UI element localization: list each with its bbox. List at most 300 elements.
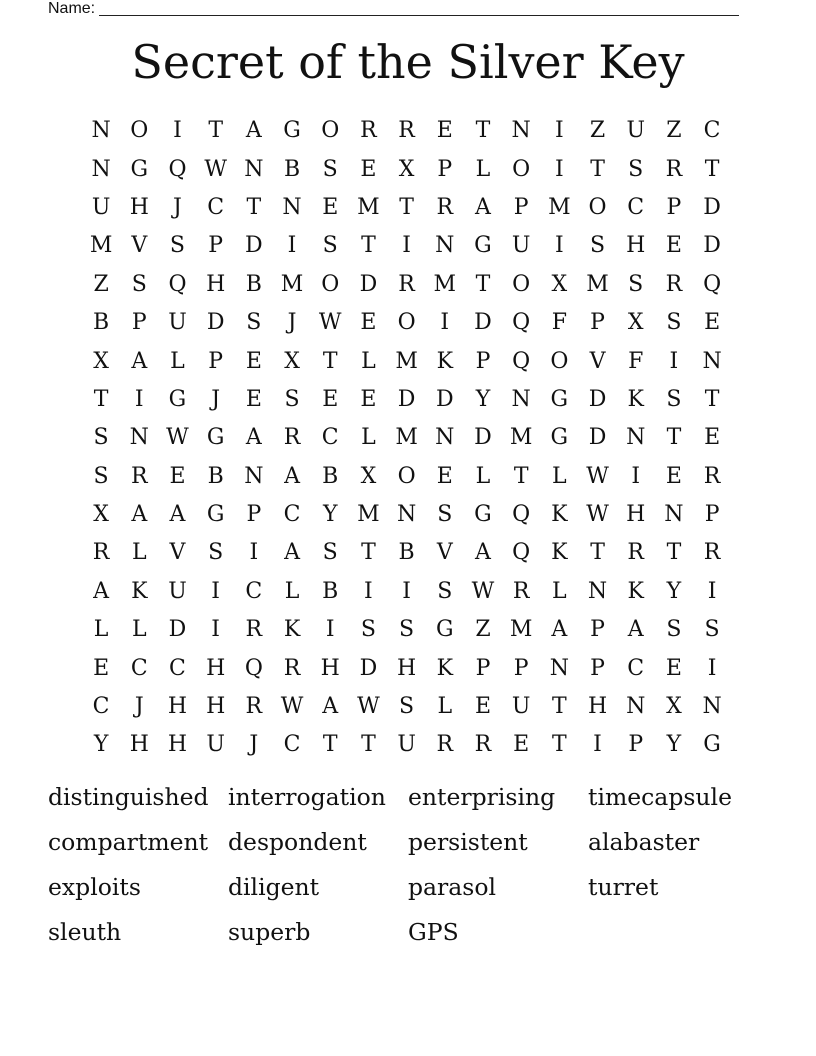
grid-cell[interactable]: S [93, 425, 109, 451]
grid-cell[interactable]: A [131, 348, 148, 374]
grid-cell[interactable]: L [93, 617, 109, 643]
grid-cell[interactable]: P [590, 617, 605, 643]
grid-cell[interactable]: E [665, 463, 682, 489]
grid-cell[interactable]: T [208, 118, 223, 144]
grid-cell[interactable]: P [475, 655, 491, 681]
grid-cell[interactable]: L [361, 425, 376, 451]
grid-cell[interactable]: S [437, 578, 453, 604]
grid-cell[interactable]: N [244, 463, 264, 489]
grid-cell[interactable]: E [360, 310, 377, 336]
grid-cell[interactable]: U [168, 578, 187, 604]
grid-cell[interactable]: D [474, 425, 492, 451]
grid-cell[interactable]: R [283, 655, 301, 681]
grid-cell[interactable]: P [590, 310, 605, 336]
grid-cell[interactable]: E [322, 386, 339, 412]
grid-cell[interactable]: S [666, 386, 682, 412]
grid-cell[interactable]: Z [93, 271, 109, 297]
grid-cell[interactable]: I [707, 578, 717, 604]
grid-cell[interactable]: E [245, 348, 262, 374]
grid-cell[interactable]: N [396, 502, 417, 528]
grid-cell[interactable]: I [440, 310, 450, 336]
grid-cell[interactable]: R [398, 271, 415, 297]
grid-cell[interactable]: S [322, 156, 338, 182]
grid-cell[interactable]: H [167, 694, 188, 720]
grid-cell[interactable]: I [402, 578, 411, 604]
grid-cell[interactable]: L [284, 578, 300, 604]
grid-cell[interactable]: T [590, 540, 605, 566]
grid-cell[interactable]: P [208, 233, 224, 259]
grid-cell[interactable]: D [168, 617, 187, 643]
grid-cell[interactable]: R [398, 118, 415, 144]
grid-cell[interactable]: E [513, 732, 530, 758]
grid-cell[interactable]: H [129, 194, 149, 220]
grid-cell[interactable]: G [435, 617, 454, 643]
grid-cell[interactable]: V [436, 540, 453, 566]
grid-cell[interactable]: S [666, 617, 682, 643]
grid-cell[interactable]: S [628, 271, 644, 297]
grid-cell[interactable]: P [704, 502, 720, 528]
grid-cell[interactable]: Y [93, 732, 109, 758]
grid-cell[interactable]: R [703, 540, 721, 566]
grid-cell[interactable]: C [283, 732, 301, 758]
grid-cell[interactable]: U [511, 694, 531, 720]
grid-cell[interactable]: T [704, 156, 720, 182]
grid-cell[interactable]: G [474, 233, 492, 259]
grid-cell[interactable]: W [204, 156, 227, 182]
grid-cell[interactable]: M [89, 233, 113, 259]
grid-cell[interactable]: N [587, 578, 608, 604]
grid-cell[interactable]: A [169, 502, 186, 528]
name-field[interactable] [48, 0, 748, 20]
grid-cell[interactable]: Z [666, 118, 682, 144]
grid-cell[interactable]: E [474, 694, 491, 720]
grid-cell[interactable]: A [245, 118, 262, 144]
grid-cell[interactable]: P [666, 194, 682, 220]
grid-cell[interactable]: F [628, 348, 644, 374]
grid-cell[interactable]: W [471, 578, 495, 604]
grid-cell[interactable]: D [588, 386, 607, 412]
grid-cell[interactable]: R [245, 694, 263, 720]
grid-cell[interactable]: E [704, 425, 721, 451]
grid-cell[interactable]: E [704, 310, 721, 336]
grid-row [82, 496, 731, 534]
grid-cell[interactable]: B [322, 578, 339, 604]
grid-cell[interactable]: X [284, 348, 300, 374]
grid-cell[interactable]: T [322, 348, 338, 374]
grid-cell[interactable]: Z [475, 617, 491, 643]
grid-cell[interactable]: I [364, 578, 373, 604]
grid-cell[interactable]: R [474, 732, 492, 758]
grid-cell[interactable]: M [509, 425, 533, 451]
grid-cell[interactable]: T [361, 732, 376, 758]
grid-cell[interactable]: I [325, 617, 335, 643]
grid-cell[interactable]: K [551, 540, 568, 566]
grid-cell[interactable]: O [321, 118, 340, 144]
grid-cell[interactable]: A [245, 425, 262, 451]
grid-cell[interactable]: R [436, 194, 454, 220]
grid-cell[interactable]: X [360, 463, 377, 489]
grid-cell[interactable]: E [360, 386, 377, 412]
grid-cell[interactable]: R [436, 732, 454, 758]
grid-cell[interactable]: N [626, 425, 646, 451]
grid-cell[interactable]: P [513, 655, 529, 681]
grid-cell[interactable]: U [397, 732, 416, 758]
grid-cell[interactable]: T [513, 463, 529, 489]
grid-cell[interactable]: Y [322, 502, 338, 528]
word-bank-item: turret [588, 873, 659, 901]
grid-cell[interactable]: K [627, 386, 644, 412]
grid-cell[interactable]: X [93, 348, 109, 374]
grid-cell[interactable]: H [206, 655, 226, 681]
grid-cell[interactable]: N [664, 502, 684, 528]
grid-cell[interactable]: P [475, 348, 491, 374]
grid-cell[interactable]: L [475, 156, 491, 182]
grid-cell[interactable]: L [437, 694, 453, 720]
grid-cell[interactable]: Z [589, 118, 606, 144]
grid-cell[interactable]: Q [512, 540, 531, 566]
grid-cell[interactable]: Q [512, 348, 531, 374]
grid-cell[interactable]: D [588, 425, 607, 451]
grid-cell[interactable]: B [207, 463, 224, 489]
grid-cell[interactable]: M [357, 194, 380, 220]
grid-cell[interactable]: N [91, 156, 111, 182]
grid-cell[interactable]: D [435, 386, 454, 412]
grid-cell[interactable]: Y [666, 732, 682, 758]
grid-cell[interactable]: P [590, 655, 605, 681]
grid-cell[interactable]: A [551, 617, 568, 643]
grid-cell[interactable]: U [626, 118, 645, 144]
grid-cell[interactable]: Q [703, 271, 722, 297]
grid-cell[interactable]: T [552, 732, 567, 758]
grid-cell[interactable]: R [627, 540, 644, 566]
grid-cell[interactable]: C [245, 578, 263, 604]
grid-cell[interactable]: J [173, 194, 182, 220]
page-title: Secret of the Silver Key [131, 35, 685, 89]
grid-cell[interactable]: T [704, 386, 720, 412]
word-bank [48, 775, 768, 955]
grid-cell[interactable]: S [169, 233, 185, 259]
grid-cell[interactable]: S [399, 617, 415, 643]
name-underline[interactable] [99, 0, 739, 16]
word-bank-item: sleuth [48, 918, 122, 946]
grid-cell[interactable]: H [626, 502, 646, 528]
grid-cell[interactable]: N [702, 348, 722, 374]
grid-cell[interactable]: E [93, 655, 110, 681]
grid-cell[interactable]: W [357, 694, 380, 720]
grid-cell[interactable]: S [437, 502, 453, 528]
grid-cell[interactable]: M [433, 271, 457, 297]
grid-cell[interactable]: N [282, 194, 302, 220]
grid-cell[interactable]: B [322, 463, 339, 489]
grid-cell[interactable]: R [665, 271, 683, 297]
grid-cell[interactable]: N [549, 655, 569, 681]
grid-cell[interactable]: L [475, 463, 491, 489]
grid-cell[interactable]: R [92, 540, 110, 566]
grid-cell[interactable]: E [665, 655, 682, 681]
grid-cell[interactable]: N [511, 386, 531, 412]
grid-cell[interactable]: B [93, 310, 110, 336]
grid-cell[interactable]: N [91, 118, 111, 144]
grid-cell[interactable]: B [398, 540, 415, 566]
grid-cell[interactable]: S [322, 233, 338, 259]
grid-cell[interactable]: H [206, 271, 226, 297]
grid-cell[interactable]: S [93, 463, 109, 489]
grid-cell[interactable]: L [552, 463, 567, 489]
grid-cell[interactable]: P [131, 310, 147, 336]
grid-cell[interactable]: T [93, 386, 109, 412]
grid-cell[interactable]: J [287, 310, 297, 336]
grid-cell[interactable]: I [134, 386, 144, 412]
grid-cell[interactable]: W [586, 502, 609, 528]
grid-cell[interactable]: G [206, 425, 225, 451]
grid-cell[interactable]: A [627, 617, 644, 643]
grid-cell[interactable]: T [361, 540, 376, 566]
grid-cell[interactable]: T [475, 118, 491, 144]
grid-cell[interactable]: G [283, 118, 301, 144]
grid-cell[interactable]: T [322, 732, 338, 758]
grid-cell[interactable]: I [287, 233, 297, 259]
grid-cell[interactable]: G [550, 386, 569, 412]
grid-cell[interactable]: E [360, 156, 377, 182]
grid-cell[interactable]: C [92, 694, 110, 720]
grid-cell[interactable]: C [207, 194, 225, 220]
grid-cell[interactable]: I [211, 578, 220, 604]
grid-cell[interactable]: L [361, 348, 376, 374]
grid-cell[interactable]: Y [475, 386, 491, 412]
grid-cell[interactable]: O [588, 194, 607, 220]
grid-cell[interactable]: E [665, 233, 682, 259]
grid-cell[interactable]: X [666, 694, 682, 720]
grid-cell[interactable]: G [474, 502, 492, 528]
grid-cell[interactable]: P [208, 348, 224, 374]
grid-cell[interactable]: S [131, 271, 147, 297]
grid-cell[interactable]: T [666, 425, 682, 451]
grid-cell[interactable]: B [283, 156, 301, 182]
grid-cell[interactable]: H [206, 694, 226, 720]
grid-cell[interactable]: G [703, 732, 721, 758]
grid-cell[interactable]: I [249, 540, 259, 566]
grid-cell[interactable]: A [131, 502, 148, 528]
grid-cell[interactable]: C [169, 655, 186, 681]
grid-cell[interactable]: X [627, 310, 644, 336]
grid-cell[interactable]: H [320, 655, 340, 681]
grid-cell[interactable]: Q [512, 502, 531, 528]
grid-cell[interactable]: W [586, 463, 609, 489]
grid-cell[interactable]: D [703, 233, 721, 259]
grid-cell[interactable]: R [245, 617, 263, 643]
grid-cell[interactable]: K [283, 617, 301, 643]
grid-cell[interactable]: J [211, 386, 221, 412]
grid-cell[interactable]: N [702, 694, 722, 720]
grid-cell[interactable]: D [359, 271, 378, 297]
grid-cell[interactable]: S [360, 617, 376, 643]
grid-cell[interactable]: P [246, 502, 262, 528]
grid-cell[interactable]: N [244, 156, 264, 182]
grid-cell[interactable]: U [91, 194, 111, 220]
grid-cell[interactable]: D [206, 310, 225, 336]
grid-cell[interactable]: R [130, 463, 148, 489]
grid-cell[interactable]: L [131, 540, 147, 566]
grid-cell[interactable]: N [511, 118, 531, 144]
grid-cell[interactable]: O [550, 348, 569, 374]
grid-cell[interactable]: S [322, 540, 338, 566]
grid-cell[interactable]: G [168, 386, 187, 412]
grid-cell[interactable]: P [513, 194, 529, 220]
grid-cell[interactable]: I [554, 156, 564, 182]
grid-cell[interactable]: I [669, 348, 679, 374]
grid-cell[interactable]: C [321, 425, 339, 451]
grid-cell[interactable]: I [707, 655, 717, 681]
grid-cell[interactable]: R [665, 156, 683, 182]
grid-cell[interactable]: H [587, 694, 608, 720]
grid-cell[interactable]: C [627, 655, 645, 681]
grid-cell[interactable]: O [397, 463, 416, 489]
grid-cell[interactable]: P [628, 732, 644, 758]
grid-cell[interactable]: N [626, 694, 646, 720]
grid-cell[interactable]: Q [168, 156, 187, 182]
grid-cell[interactable]: J [249, 732, 259, 758]
grid-cell[interactable]: N [435, 233, 455, 259]
grid-cell[interactable]: M [395, 348, 418, 374]
grid-cell[interactable]: I [402, 233, 411, 259]
grid-cell[interactable]: C [283, 502, 301, 528]
grid-cell[interactable]: X [93, 502, 109, 528]
grid-cell[interactable]: I [554, 118, 564, 144]
word-bank-item: timecapsule [588, 783, 732, 811]
word-bank-item: despondent [228, 828, 367, 856]
grid-cell[interactable]: M [586, 271, 609, 297]
grid-cell[interactable]: S [284, 386, 300, 412]
grid-cell[interactable]: D [703, 194, 721, 220]
grid-cell[interactable]: S [666, 310, 682, 336]
grid-cell[interactable]: I [173, 118, 182, 144]
grid-cell[interactable]: D [245, 233, 263, 259]
grid-cell[interactable]: T [361, 233, 376, 259]
grid-cell[interactable]: F [551, 310, 567, 336]
grid-cell[interactable]: H [167, 732, 188, 758]
grid-cell[interactable]: M [280, 271, 304, 297]
grid-cell[interactable]: T [552, 694, 567, 720]
grid-cell[interactable]: U [168, 310, 187, 336]
grid-cell[interactable]: R [360, 118, 377, 144]
grid-cell[interactable]: S [628, 156, 644, 182]
grid-cell[interactable]: E [436, 463, 453, 489]
grid-cell[interactable]: B [245, 271, 262, 297]
grid-cell[interactable]: M [509, 617, 533, 643]
grid-cell[interactable]: D [474, 310, 492, 336]
grid-cell[interactable]: A [322, 694, 339, 720]
grid-cell[interactable]: S [399, 694, 415, 720]
grid-cell[interactable]: S [704, 617, 720, 643]
grid-cell[interactable]: W [166, 425, 189, 451]
grid-cell[interactable]: A [284, 463, 300, 489]
grid-row [82, 304, 731, 342]
grid-cell[interactable]: O [130, 118, 149, 144]
grid-cell[interactable]: K [627, 578, 644, 604]
grid-cell[interactable]: Q [168, 271, 187, 297]
grid-cell[interactable]: V [131, 233, 148, 259]
grid-row [82, 150, 731, 188]
grid-cell[interactable]: M [395, 425, 418, 451]
grid-cell[interactable]: S [246, 310, 262, 336]
grid-cell[interactable]: Y [666, 578, 682, 604]
grid-cell[interactable]: K [436, 348, 453, 374]
grid-cell[interactable]: T [666, 540, 682, 566]
grid-cell[interactable]: O [512, 156, 531, 182]
grid-cell[interactable]: S [589, 233, 606, 259]
grid-cell[interactable]: V [589, 348, 606, 374]
grid-cell[interactable]: O [321, 271, 340, 297]
grid-cell[interactable]: L [131, 617, 147, 643]
grid-cell[interactable]: I [631, 463, 641, 489]
grid-cell[interactable]: E [245, 386, 262, 412]
grid-cell[interactable]: E [322, 194, 339, 220]
grid-cell[interactable]: R [283, 425, 301, 451]
grid-cell[interactable]: K [131, 578, 148, 604]
grid-cell[interactable]: L [170, 348, 185, 374]
grid-cell[interactable]: T [399, 194, 414, 220]
grid-cell[interactable]: Q [512, 310, 531, 336]
grid-cell[interactable]: E [436, 118, 453, 144]
grid-cell[interactable]: W [318, 310, 342, 336]
grid-cell[interactable]: G [550, 425, 569, 451]
grid-cell[interactable]: C [130, 655, 148, 681]
grid-cell[interactable]: G [130, 156, 149, 182]
grid-cell[interactable]: X [551, 271, 568, 297]
grid-cell[interactable]: V [169, 540, 186, 566]
grid-cell[interactable]: O [397, 310, 416, 336]
grid-cell[interactable]: H [626, 233, 646, 259]
grid-cell[interactable]: R [512, 578, 530, 604]
grid-cell[interactable]: A [93, 578, 110, 604]
grid-cell[interactable]: G [206, 502, 225, 528]
grid-cell[interactable]: A [475, 194, 491, 220]
grid-cell[interactable]: L [552, 578, 567, 604]
grid-cell[interactable]: X [398, 156, 415, 182]
grid-cell[interactable]: R [703, 463, 721, 489]
grid-cell[interactable]: U [511, 233, 531, 259]
grid-cell[interactable]: I [593, 732, 602, 758]
grid-cell[interactable]: D [397, 386, 416, 412]
grid-cell[interactable]: T [246, 194, 262, 220]
grid-cell[interactable]: N [129, 425, 149, 451]
grid-cell[interactable]: U [206, 732, 225, 758]
grid-cell[interactable]: N [435, 425, 455, 451]
grid-cell[interactable]: P [437, 156, 453, 182]
grid-cell[interactable]: S [208, 540, 224, 566]
grid-cell[interactable]: H [129, 732, 149, 758]
grid-cell[interactable]: Q [244, 655, 263, 681]
grid-cell[interactable]: H [397, 655, 417, 681]
grid-cell[interactable]: T [475, 271, 491, 297]
grid-cell[interactable]: E [169, 463, 186, 489]
grid-cell[interactable]: O [512, 271, 531, 297]
grid-cell[interactable]: C [627, 194, 645, 220]
grid-cell[interactable]: K [551, 502, 568, 528]
grid-cell[interactable]: K [436, 655, 453, 681]
grid-cell[interactable]: A [475, 540, 491, 566]
grid-cell[interactable]: T [590, 156, 605, 182]
grid-cell[interactable]: W [280, 694, 304, 720]
grid-cell[interactable]: A [284, 540, 300, 566]
grid-cell[interactable]: M [357, 502, 380, 528]
grid-cell[interactable]: C [703, 118, 721, 144]
grid-cell[interactable]: I [211, 617, 220, 643]
grid-cell[interactable]: J [134, 694, 144, 720]
grid-cell[interactable]: I [554, 233, 564, 259]
grid-cell[interactable]: D [359, 655, 378, 681]
grid-cell[interactable]: M [548, 194, 571, 220]
